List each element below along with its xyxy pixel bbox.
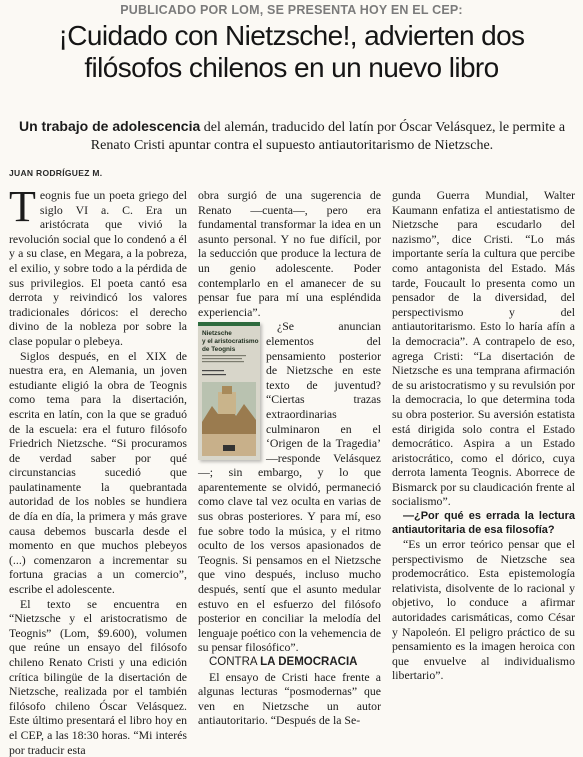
paragraph: “Es un error teórico pensar que el perspectivismo de Nietzsche sea prodemocrático. Esta epistemología relativista, disolvente de lo racional y objetivo, lo conduce a afirmar autoridades carismáticas, como César y Napoleón. El peligro práctico de su pensamiento es la imagen heroica con que envuelve al individualismo libertario”. (392, 537, 575, 683)
book-title-line-1: Nietzsche (202, 330, 232, 338)
deck (18, 117, 566, 155)
paragraph: Siglos después, en el XIX de nuestra era, en Alemania, un joven estudiante eligió la obra de Teognis como tema para la disertación, escrita en latín, con la que se graduó de la escuela: era el futuro filósofo Friedrich Nietzsche. “Si procuramos de verdad saber por qué circunstancias sucedió que paulatinamente la quebrantada autoridad de los nobles se hundiera de día en día, la primera y más grave causa debemos buscarla desde el momento en que muchos plebeyos (...) comenzaron a incrementar su fortuna gracias a un comercio”, escribe el adolescente. (9, 348, 187, 597)
paragraph: obra surgió de una sugerencia de Renato —cuenta—, pero era fundamental transformar la idea en un asunto personal. Y no fue difícil, por la seducción que produce la lectura de un genio adolescente. Poder contemplarlo en el amanecer de su pensar fue para mí una espléndida experiencia”. (198, 188, 381, 319)
section-subhead: CONTRA LA DEMOCRACIA (209, 656, 358, 668)
book-title-line-2: y el aristocratismo (202, 338, 259, 346)
byline: JUAN RODRÍGUEZ M. (9, 168, 103, 178)
interview-question: —¿Por qué es errada la lectura antiautoritaria de esa filosofía? (392, 510, 575, 537)
deck-rest: del alemán, traducido del latín por Óscar Velásquez, le permite a Renato Cristi apuntar contra el supuesto antiautoritarismo de Nietzsche. (90, 120, 566, 153)
paragraph: El texto se encuentra en “Nietzsche y el aristocratismo de Teognis” (Lom, $9.600), volumen que reúne un ensayo del filósofo chileno Renato Cristi y una edición crítica bilingüe de la disertación de Nietzsche, realizada por el también filósofo chileno Óscar Velásquez. Este último presentará el libro hoy en el CEP, a las 18:30 horas. “Mi interés por traducir esta (9, 596, 187, 757)
book-title-line-3: de Teognis (202, 346, 236, 354)
article-column-2 (198, 188, 381, 728)
book-cover (198, 322, 260, 460)
drop-cap: T (9, 182, 36, 231)
paragraph: Teognis fue un poeta griego del siglo VI a. C. Era un aristócrata que vivió la revolución social que lo condenó a él y a su clase, en Megara, a la pobreza, el exilio, y sobre todo a la pérdida de sus privilegios. El poeta cantó esa derrota y reivindicó los valores tradicionales dóricos: el derecho divino de la nobleza por sobre la clase popular o plebeya. (9, 182, 187, 348)
headline: ¡Cuidado con Nietzsche!, advierten dos filósofos chilenos en un nuevo libro (58, 20, 525, 83)
book-cover-art (198, 322, 260, 460)
paragraph: gunda Guerra Mundial, Walter Kaumann enfatiza el antiestatismo de Nietzsche para escudarlo del nazismo”, dice Cristi. “Lo más importante sería la cultura que percibe como antagonista del Estado. Más tarde, Foucault lo presenta como un pensador de la diversidad, del perspectivismo y del antiautoritarismo. Esto lo haría afín a la democracia”. A contrapelo de eso, agrega Cristi: “La disertación de Nietzsche es una temprana afirmación de su aristocratismo y su revulsión por la democracia, lo que determina toda su obra posterior. Su aversión estatista está dirigida solo contra el Estado democrático. Aspira a un Estado aristocrático, como el dórico, cuya derrota lamenta Teognis. Aborrece de Bismarck por su claudicación frente al socialismo”. (392, 188, 575, 509)
deck-lead: Un trabajo de adolescencia (18, 118, 201, 134)
book-cover-image (198, 322, 260, 462)
paragraph: El ensayo de Cristi hace frente a algunas lecturas “posmodernas” que ven en Nietzsche un autor antiautoritario. “Después de la Se- (198, 669, 381, 728)
paragraph: ¿Se anuncian elementos del pensamiento posterior de Nietzsche en este texto de juventud? “Ciertas trazas extraordinarias culminaron en el ‘Origen de la Tragedia’ —responde Velásquez—; sin embargo, y lo que aparentemente se olvidó, permaneció como clave tal vez oculta en varias de sus obras posteriores. Y para mí, eso fue sobre todo la música, y el ritmo oculto de los versos apasionados de Teognis. Si pensamos en el Nietzsche que vino después, incluso mucho después, sentí que el asunto medular estuvo en el esfuerzo del filósofo posterior en conciliar la melodía del lenguaje poético con la vehemencia de su pensar filosófico”. (198, 319, 381, 655)
article-column-1 (9, 182, 187, 757)
article-column-3 (392, 188, 575, 683)
kicker: PUBLICADO POR LOM, SE PRESENTA HOY EN EL CEP: (120, 3, 463, 17)
